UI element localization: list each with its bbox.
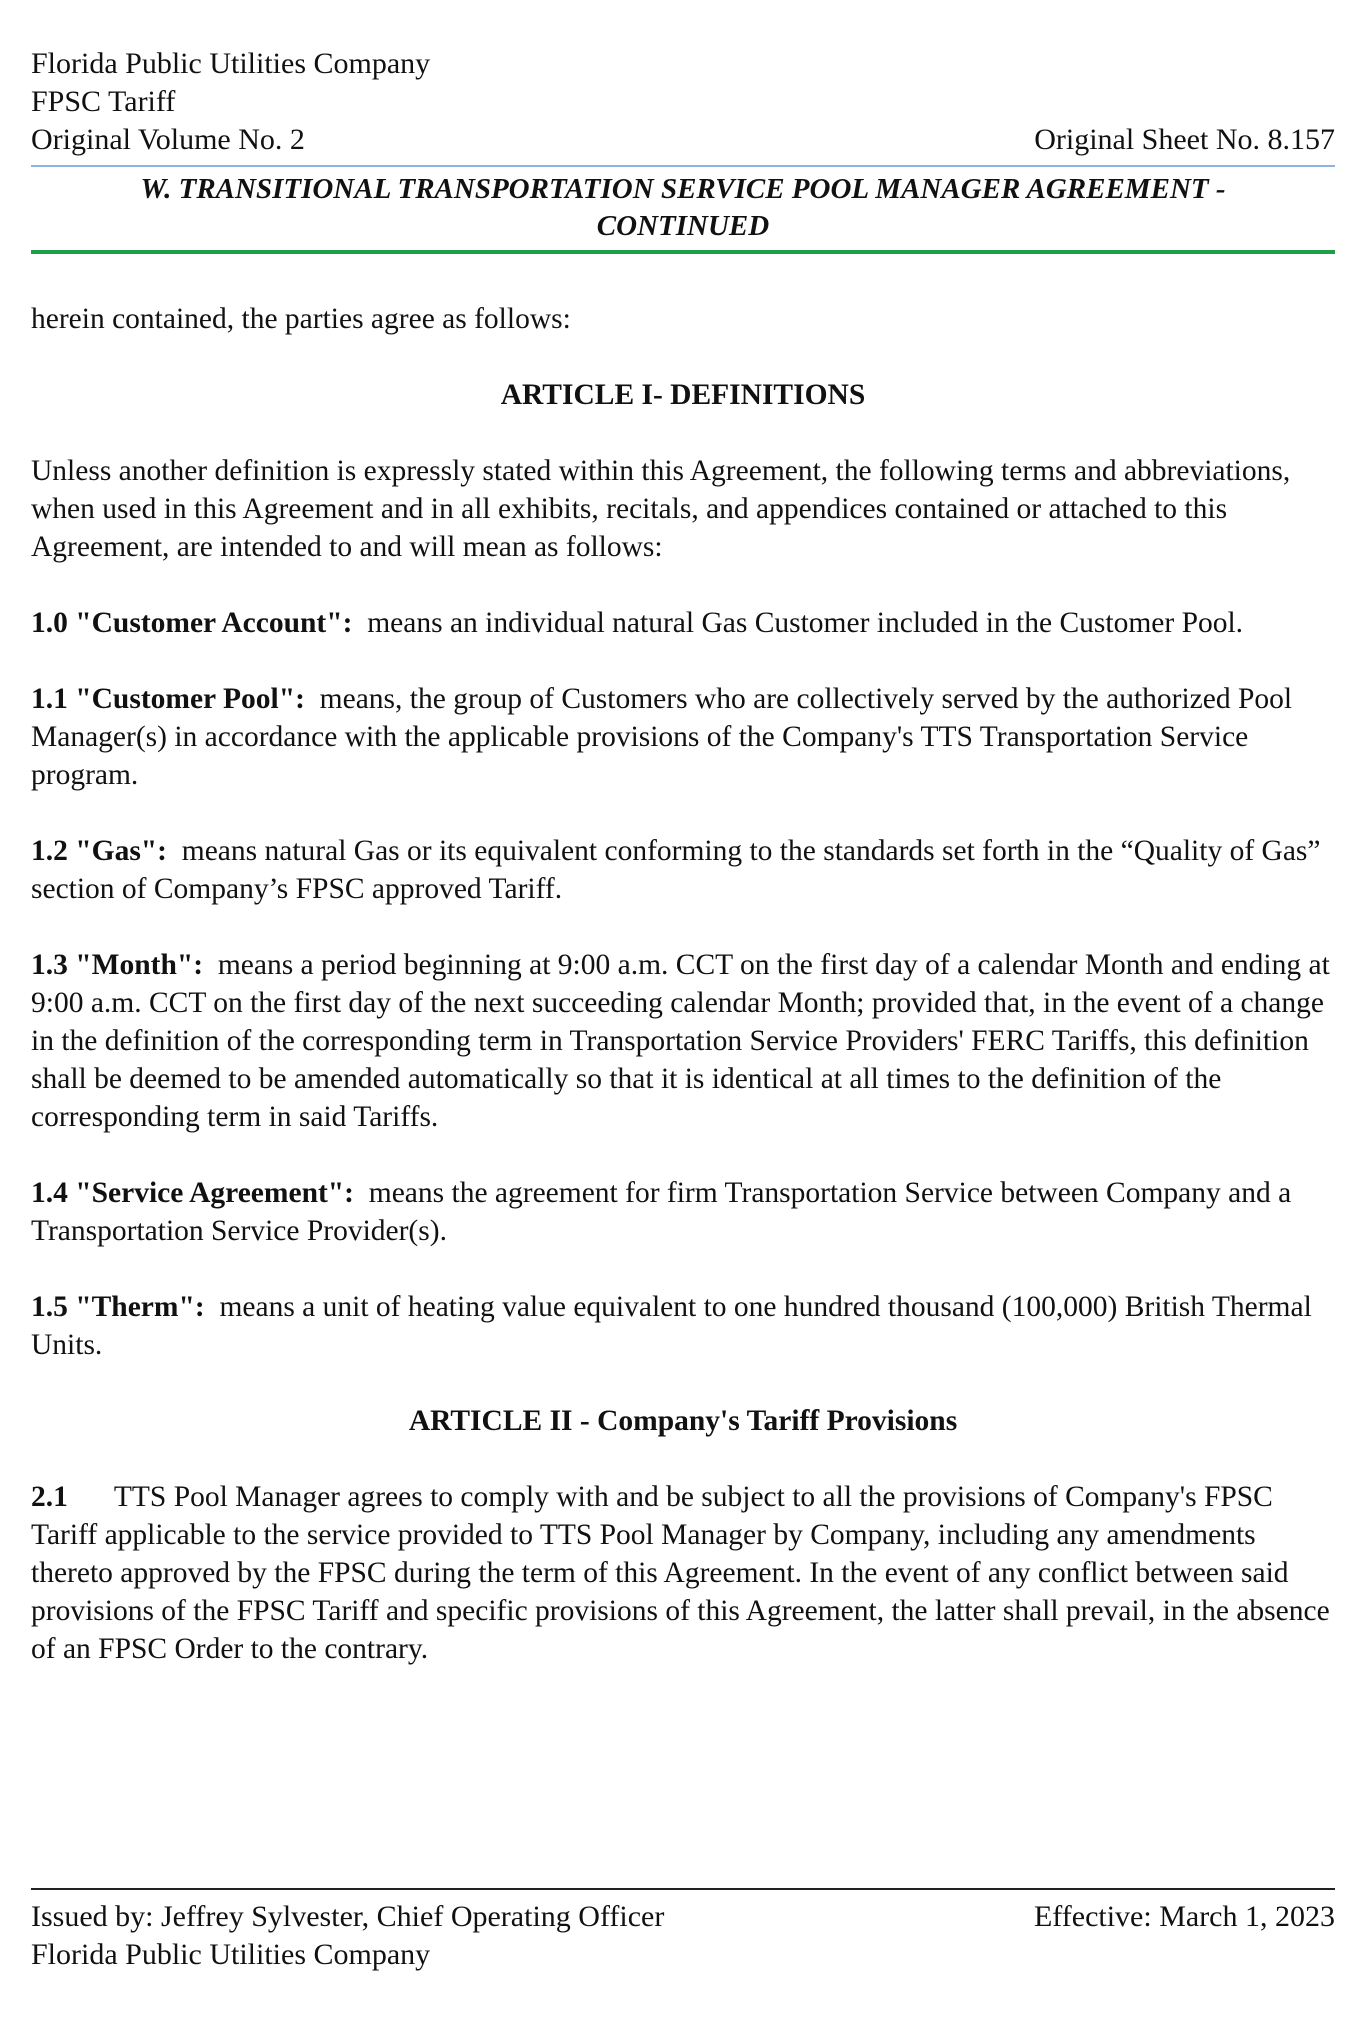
article2-paragraph-2-1	[31, 1478, 1335, 1668]
definition-term: 1.5 "Therm":	[31, 1291, 205, 1323]
definition-term: 1.4 "Service Agreement":	[31, 1177, 355, 1209]
footer-issued-row	[31, 1898, 1335, 1936]
header-volume: Original Volume No. 2	[31, 123, 305, 156]
header-divider-blue	[31, 165, 1335, 167]
definition-text: means, the group of Customers who are collectively served by the authorized Pool Manager(s) in accordance with the applicable provisions of the Company's TTS Transportation Service program.	[31, 683, 1293, 791]
section-title	[31, 171, 1335, 245]
header-company: Florida Public Utilities Company	[31, 47, 431, 80]
definition-text: means a unit of heating value equivalent to one hundred thousand (100,000) British Thermal Units.	[31, 1291, 1312, 1361]
header-tariff: FPSC Tariff	[31, 85, 176, 118]
footer-issued-by: Issued by: Jeffrey Sylvester, Chief Operating Officer	[31, 1900, 665, 1933]
header-divider-green	[31, 250, 1335, 254]
definition-1-1	[31, 680, 1335, 794]
definition-term: 1.0 "Customer Account":	[31, 607, 353, 639]
definition-text: means an individual natural Gas Customer included in the Customer Pool.	[367, 607, 1244, 639]
document-body	[31, 300, 1335, 1668]
definition-term: 1.1 "Customer Pool":	[31, 683, 305, 715]
article2-heading: ARTICLE II - Company's Tariff Provisions	[408, 1405, 958, 1437]
section-title-line2: CONTINUED	[596, 210, 770, 242]
article1-heading: ARTICLE I- DEFINITIONS	[500, 379, 866, 411]
header-volume-row	[31, 121, 1335, 159]
definition-text: means the agreement for firm Transportation Service between Company and a Transportation Service Provider(s).	[31, 1177, 1292, 1247]
definition-1-3	[31, 946, 1335, 1136]
definition-1-0	[31, 604, 1335, 642]
definition-text: means a period beginning at 9:00 a.m. CCT on the first day of a calendar Month and ending at 9:00 a.m. CCT on the first day of the next succeeding calendar Month; provided that, in the event of a change in the definition of the corresponding term in Transportation Service Providers' FERC Tariffs, this definition shall be deemed to be amended automatically so that it is identical at all times to the definition of the corresponding term in said Tariffs.	[31, 949, 1330, 1133]
definition-term: 1.3 "Month":	[31, 949, 204, 981]
section-number: 2.1	[31, 1481, 68, 1513]
definition-1-4	[31, 1174, 1335, 1250]
intro-paragraph: herein contained, the parties agree as follows:	[31, 303, 571, 335]
article2-text: TTS Pool Manager agrees to comply with and be subject to all the provisions of Company's FPSC Tariff applicable to the service provided to TTS Pool Manager by Company, including any amendments thereto approved by the FPSC during the term of this Agreement. In the event of any conflict between said provisions of the FPSC Tariff and specific provisions of this Agreement, the latter shall prevail, in the absence of an FPSC Order to the contrary.	[31, 1481, 1330, 1665]
section-title-line1: W. TRANSITIONAL TRANSPORTATION SERVICE POOL MANAGER AGREEMENT -	[140, 173, 1226, 205]
definition-1-5	[31, 1288, 1335, 1364]
page-footer	[31, 1888, 1335, 1974]
definition-term: 1.2 "Gas":	[31, 835, 168, 867]
tariff-sheet	[31, 45, 1335, 1668]
definition-1-2	[31, 832, 1335, 908]
article1-intro-paragraph: Unless another definition is expressly stated within this Agreement, the following terms and abbreviations, when used in this Agreement and in all exhibits, recitals, and appendices contained or attached to this Agreement, are intended to and will mean as follows:	[31, 455, 1291, 563]
footer-company: Florida Public Utilities Company	[31, 1938, 431, 1971]
footer-divider	[31, 1888, 1335, 1890]
header-sheet-number: Original Sheet No. 8.157	[1034, 123, 1335, 156]
definition-text: means natural Gas or its equivalent conforming to the standards set forth in the “Quality of Gas” section of Company’s FPSC approved Tariff.	[31, 835, 1321, 905]
footer-effective-date: Effective: March 1, 2023	[1033, 1900, 1335, 1933]
